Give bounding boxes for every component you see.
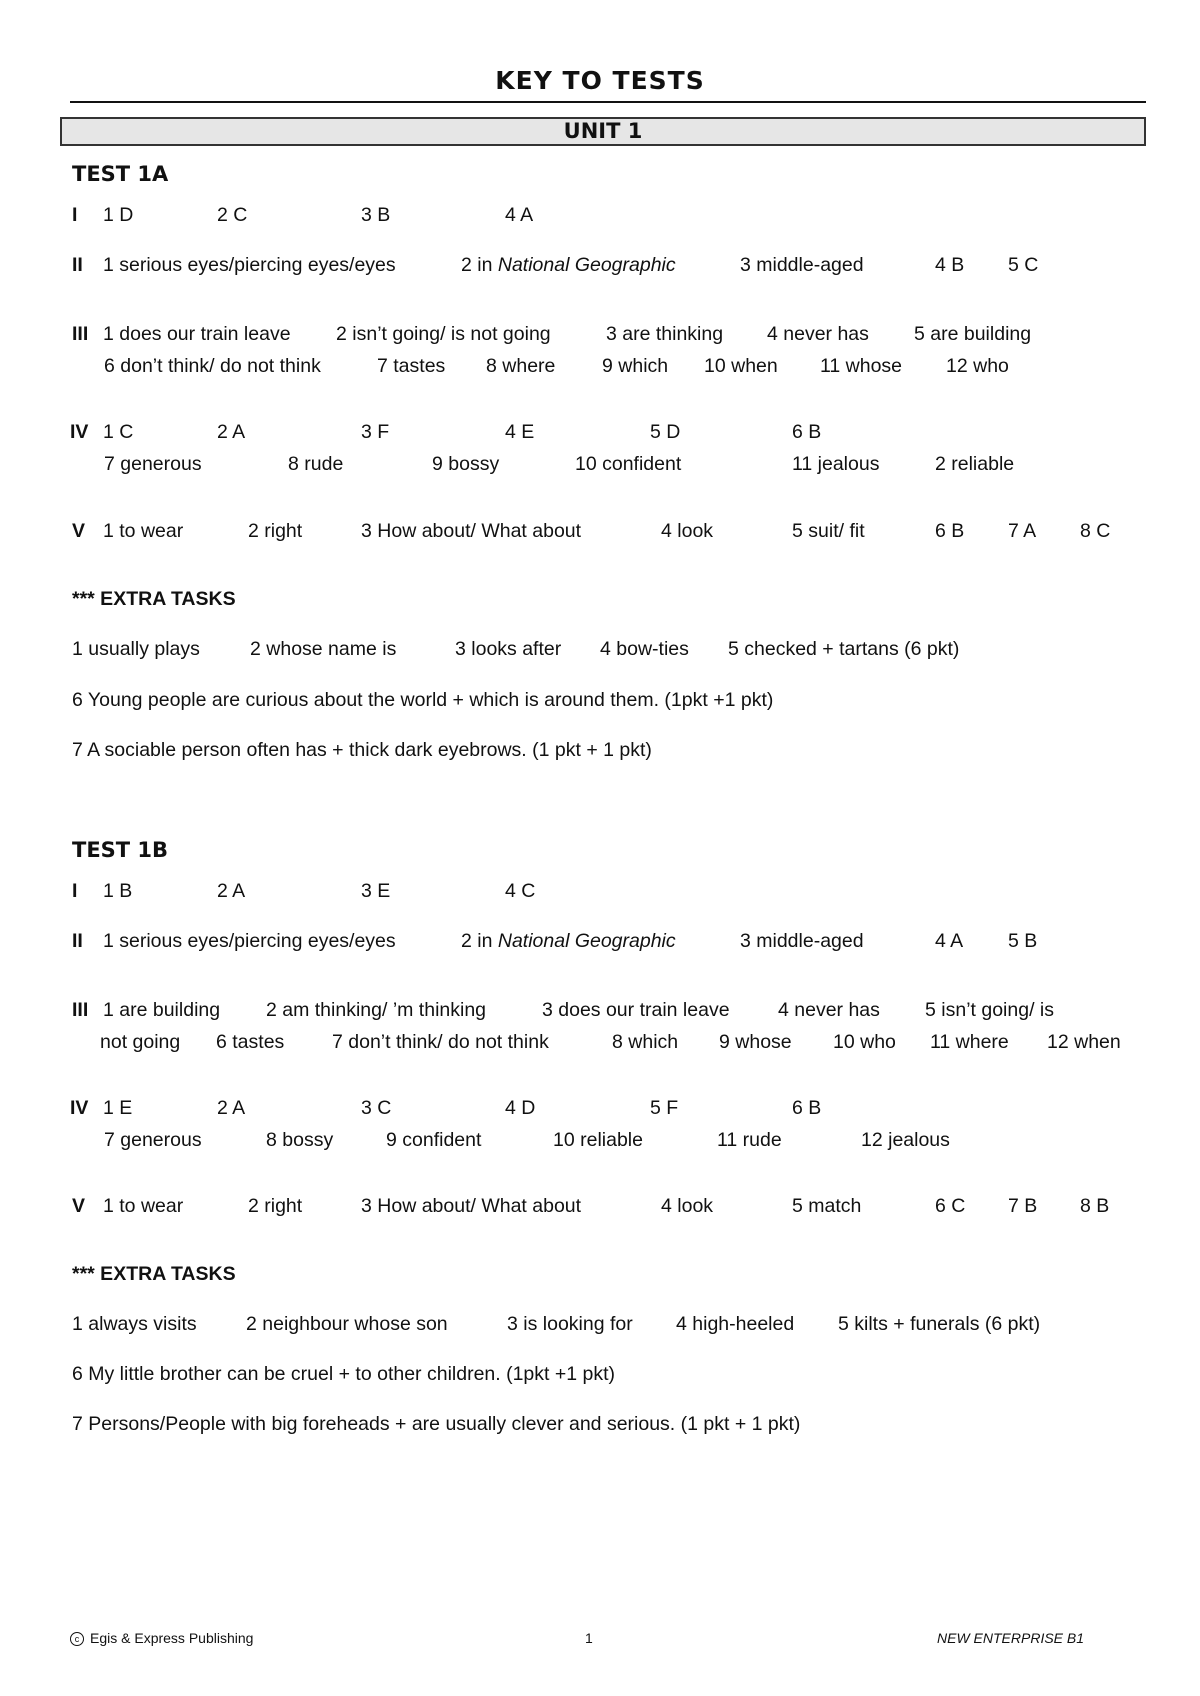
- t1a-ii-2-title: National Geographic: [497, 254, 676, 276]
- t1b-iv-label: IV: [70, 1097, 89, 1119]
- t1a-iv-9: 9 bossy: [432, 453, 500, 475]
- t1a-v-8: 8 C: [1080, 520, 1111, 542]
- t1b-iii-11: 11 where: [930, 1031, 1009, 1053]
- t1b-iii-1: 1 are building: [103, 999, 221, 1021]
- t1a-iii-label: III: [72, 323, 89, 345]
- t1a-ii-3: 3 middle-aged: [740, 254, 864, 276]
- t1a-iii-9: 9 which: [602, 355, 669, 377]
- t1b-iii-3: 3 does our train leave: [542, 999, 730, 1021]
- t1b-ii-2-title: National Geographic: [497, 930, 676, 952]
- t1b-ii-1: 1 serious eyes/piercing eyes/eyes: [103, 930, 396, 952]
- t1a-iii-10: 10 when: [704, 355, 778, 377]
- t1a-iv-3: 3 F: [361, 421, 390, 443]
- publisher-name: Egis & Express Publishing: [90, 1630, 254, 1646]
- unit-banner: [60, 117, 1146, 146]
- t1a-i-label: I: [72, 204, 78, 226]
- t1a-v-3: 3 How about/ What about: [361, 520, 582, 542]
- t1b-i-3: 3 E: [361, 880, 391, 902]
- t1b-ii-3: 3 middle-aged: [740, 930, 864, 952]
- t1a-i-3: 3 B: [361, 204, 391, 226]
- t1b-ii-4: 4 A: [935, 930, 964, 952]
- t1b-iii-2: 2 am thinking/ ’m thinking: [266, 999, 487, 1021]
- t1a-extra-7: 7 A sociable person often has + thick dark eyebrows. (1 pkt + 1 pkt): [72, 739, 652, 761]
- t1a-iii-7: 7 tastes: [377, 355, 446, 377]
- copyright-icon: c: [70, 1632, 84, 1646]
- t1a-ii-4: 4 B: [935, 254, 965, 276]
- t1b-iv-3: 3 C: [361, 1097, 392, 1119]
- t1a-iv-6: 6 B: [792, 421, 822, 443]
- t1b-v-1: 1 to wear: [103, 1195, 184, 1217]
- t1b-iii-9: 9 whose: [719, 1031, 792, 1053]
- t1b-iii-4: 4 never has: [778, 999, 880, 1021]
- t1b-extra-3: 3 is looking for: [507, 1313, 633, 1335]
- t1b-v-8: 8 B: [1080, 1195, 1110, 1217]
- t1a-iv-11: 11 jealous: [792, 453, 880, 475]
- t1a-i-2: 2 C: [217, 204, 248, 226]
- t1b-v-5: 5 match: [792, 1195, 862, 1217]
- test-1a-heading: TEST 1A: [72, 162, 169, 186]
- t1b-iii-6: 6 tastes: [216, 1031, 285, 1053]
- t1b-iii-5-cont: not going: [100, 1031, 181, 1053]
- t1b-v-4: 4 look: [661, 1195, 714, 1217]
- t1b-extra-7: 7 Persons/People with big foreheads + are usually clever and serious. (1 pkt + 1 pkt): [72, 1413, 801, 1435]
- t1a-extra-4: 4 bow-ties: [600, 638, 689, 660]
- t1b-iii-7: 7 don’t think/ do not think: [332, 1031, 549, 1053]
- t1b-v-6: 6 C: [935, 1195, 966, 1217]
- t1a-iv-1: 1 C: [103, 421, 134, 443]
- t1a-iii-11: 11 whose: [820, 355, 903, 377]
- t1b-extra-2: 2 neighbour whose son: [246, 1313, 448, 1335]
- t1b-iv-1: 1 E: [103, 1097, 133, 1119]
- t1a-iii-12: 12 who: [946, 355, 1009, 377]
- t1a-v-2: 2 right: [248, 520, 303, 542]
- t1a-iii-3: 3 are thinking: [606, 323, 724, 345]
- footer-publisher: [70, 1630, 253, 1646]
- t1b-v-label: V: [72, 1195, 86, 1217]
- t1a-iv-7: 7 generous: [104, 453, 202, 475]
- t1a-v-7: 7 A: [1008, 520, 1037, 542]
- t1b-iv-5: 5 F: [650, 1097, 679, 1119]
- t1a-v-4: 4 look: [661, 520, 714, 542]
- t1a-iii-8: 8 where: [486, 355, 556, 377]
- t1a-extra-heading: *** EXTRA TASKS: [72, 588, 236, 610]
- t1b-ii-5: 5 B: [1008, 930, 1038, 952]
- t1a-iv-12: 2 reliable: [935, 453, 1015, 475]
- t1b-extra-heading: *** EXTRA TASKS: [72, 1263, 236, 1285]
- t1b-iii-8: 8 which: [612, 1031, 679, 1053]
- test-1b-heading: TEST 1B: [72, 838, 169, 862]
- t1a-iii-1: 1 does our train leave: [103, 323, 291, 345]
- t1b-v-2: 2 right: [248, 1195, 303, 1217]
- series-name: NEW ENTERPRISE B1: [937, 1630, 1085, 1646]
- t1b-v-7: 7 B: [1008, 1195, 1038, 1217]
- t1b-ii-2: [461, 928, 676, 954]
- t1a-ii-2: [461, 252, 676, 278]
- t1a-iv-8: 8 rude: [288, 453, 344, 475]
- t1b-extra-1: 1 always visits: [72, 1313, 197, 1335]
- t1a-iii-6: 6 don’t think/ do not think: [104, 355, 321, 377]
- t1b-i-2: 2 A: [217, 880, 246, 902]
- t1b-iv-12: 12 jealous: [861, 1129, 950, 1151]
- t1a-extra-1: 1 usually plays: [72, 638, 200, 660]
- t1a-iv-10: 10 confident: [575, 453, 682, 475]
- t1a-iv-label: IV: [70, 421, 89, 443]
- t1a-extra-6: 6 Young people are curious about the world + which is around them. (1pkt +1 pkt): [72, 689, 774, 711]
- t1b-iv-6: 6 B: [792, 1097, 822, 1119]
- title-rule: [70, 101, 1146, 103]
- t1a-iii-4: 4 never has: [767, 323, 869, 345]
- t1b-extra-6: 6 My little brother can be cruel + to other children. (1pkt +1 pkt): [72, 1363, 616, 1385]
- t1a-iv-2: 2 A: [217, 421, 246, 443]
- t1b-iii-5: 5 isn’t going/ is: [925, 999, 1054, 1021]
- t1a-iv-5: 5 D: [650, 421, 681, 443]
- t1a-v-6: 6 B: [935, 520, 965, 542]
- t1a-v-5: 5 suit/ fit: [792, 520, 865, 542]
- t1a-v-label: V: [72, 520, 86, 542]
- t1a-extra-3: 3 looks after: [455, 638, 562, 660]
- t1b-iv-2: 2 A: [217, 1097, 246, 1119]
- t1a-extra-2: 2 whose name is: [250, 638, 397, 660]
- t1b-iv-8: 8 bossy: [266, 1129, 334, 1151]
- t1a-iii-2: 2 isn’t going/ is not going: [336, 323, 551, 345]
- t1a-iv-4: 4 E: [505, 421, 535, 443]
- t1b-iv-10: 10 reliable: [553, 1129, 643, 1151]
- t1b-iv-7: 7 generous: [104, 1129, 202, 1151]
- t1b-i-1: 1 B: [103, 880, 133, 902]
- t1b-iii-12: 12 when: [1047, 1031, 1121, 1053]
- t1a-ii-label: II: [72, 254, 83, 276]
- t1b-iii-10: 10 who: [833, 1031, 896, 1053]
- t1a-v-1: 1 to wear: [103, 520, 184, 542]
- t1b-i-4: 4 C: [505, 880, 536, 902]
- t1a-ii-1: 1 serious eyes/piercing eyes/eyes: [103, 254, 396, 276]
- t1b-iii-label: III: [72, 999, 89, 1021]
- t1b-ii-2-text: 2 in: [461, 930, 498, 952]
- t1a-ii-2-text: 2 in: [461, 254, 498, 276]
- t1b-extra-5: 5 kilts + funerals (6 pkt): [838, 1313, 1041, 1335]
- t1a-iii-5: 5 are building: [914, 323, 1032, 345]
- page-title: KEY TO TESTS: [495, 66, 705, 95]
- t1b-iv-4: 4 D: [505, 1097, 536, 1119]
- t1a-i-4: 4 A: [505, 204, 534, 226]
- t1b-iv-9: 9 confident: [386, 1129, 482, 1151]
- t1a-ii-5: 5 C: [1008, 254, 1039, 276]
- t1b-i-label: I: [72, 880, 78, 902]
- unit-label: UNIT 1: [563, 119, 643, 143]
- t1a-extra-5: 5 checked + tartans (6 pkt): [728, 638, 960, 660]
- t1b-ii-label: II: [72, 930, 83, 952]
- t1a-i-1: 1 D: [103, 204, 134, 226]
- page-number: 1: [585, 1630, 593, 1646]
- t1b-v-3: 3 How about/ What about: [361, 1195, 582, 1217]
- t1b-extra-4: 4 high-heeled: [676, 1313, 795, 1335]
- t1b-iv-11: 11 rude: [717, 1129, 782, 1151]
